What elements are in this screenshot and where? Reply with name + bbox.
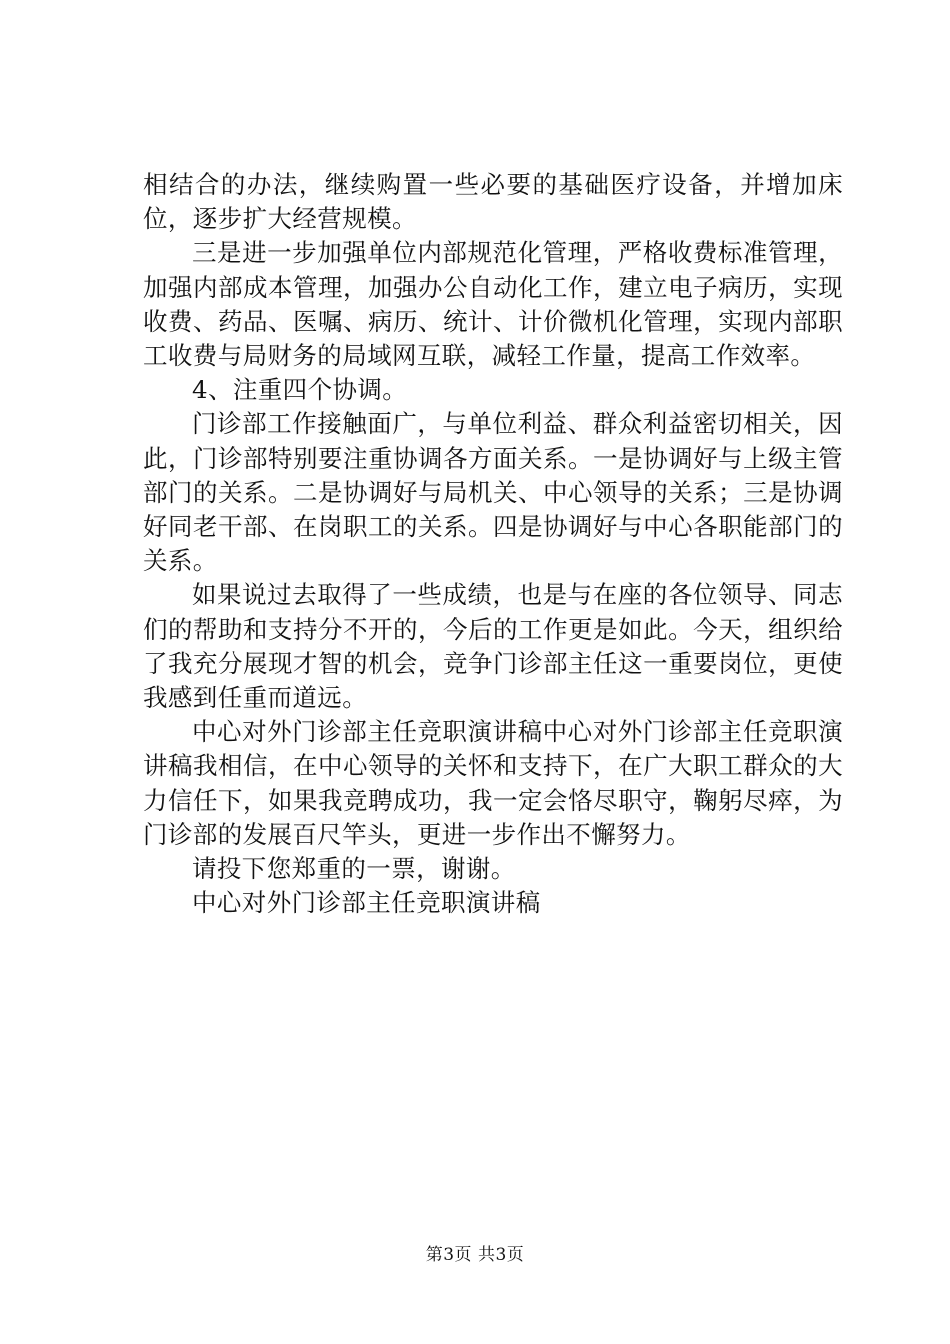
paragraph-closing-title: 中心对外门诊部主任竞职演讲稿 — [192, 888, 541, 918]
paragraph-vote-request: 请投下您郑重的一票，谢谢。 — [192, 854, 516, 884]
paragraph-continuation: 相结合的办法，继续购置一些必要的基础医疗设备，并增加床位，逐步扩大经营规模。 — [143, 170, 843, 234]
page-number-footer: 第3页 共3页 — [425, 1245, 525, 1265]
paragraph-commitment: 中心对外门诊部主任竞职演讲稿中心对外门诊部主任竞职演讲稿我相信，在中心领导的关怀和支持下，在广大职工群众的大力信任下，如果我竞聘成功，我一定会恪尽职守，鞠躬尽瘁，为门诊部的发展百尺竿头，更进一步作出不懈努力。 — [143, 717, 843, 849]
paragraph-management: 三是进一步加强单位内部规范化管理，严格收费标准管理，加强内部成本管理，加强办公自动化工作，建立电子病历，实现收费、药品、医嘱、病历、统计、计价微机化管理，实现内部职工收费与局财务的局域网互联，减轻工作量，提高工作效率。 — [143, 238, 843, 371]
paragraph-achievements: 如果说过去取得了一些成绩，也是与在座的各位领导、同志们的帮助和支持分不开的，今后的工作更是如此。今天，组织给了我充分展现才智的机会，竞争门诊部主任这一重要岗位，更使我感到任重而道远。 — [143, 580, 843, 713]
paragraph-coordination: 门诊部工作接触面广，与单位利益、群众利益密切相关，因此，门诊部特别要注重协调各方面关系。一是协调好与上级主管部门的关系。二是协调好与局机关、中心领导的关系；三是协调好同老干部、在岗职工的关系。四是协调好与中心各职能部门的关系。 — [143, 409, 843, 576]
section-heading-coordination: 4、注重四个协调。 — [192, 375, 408, 405]
document-body — [143, 168, 843, 920]
